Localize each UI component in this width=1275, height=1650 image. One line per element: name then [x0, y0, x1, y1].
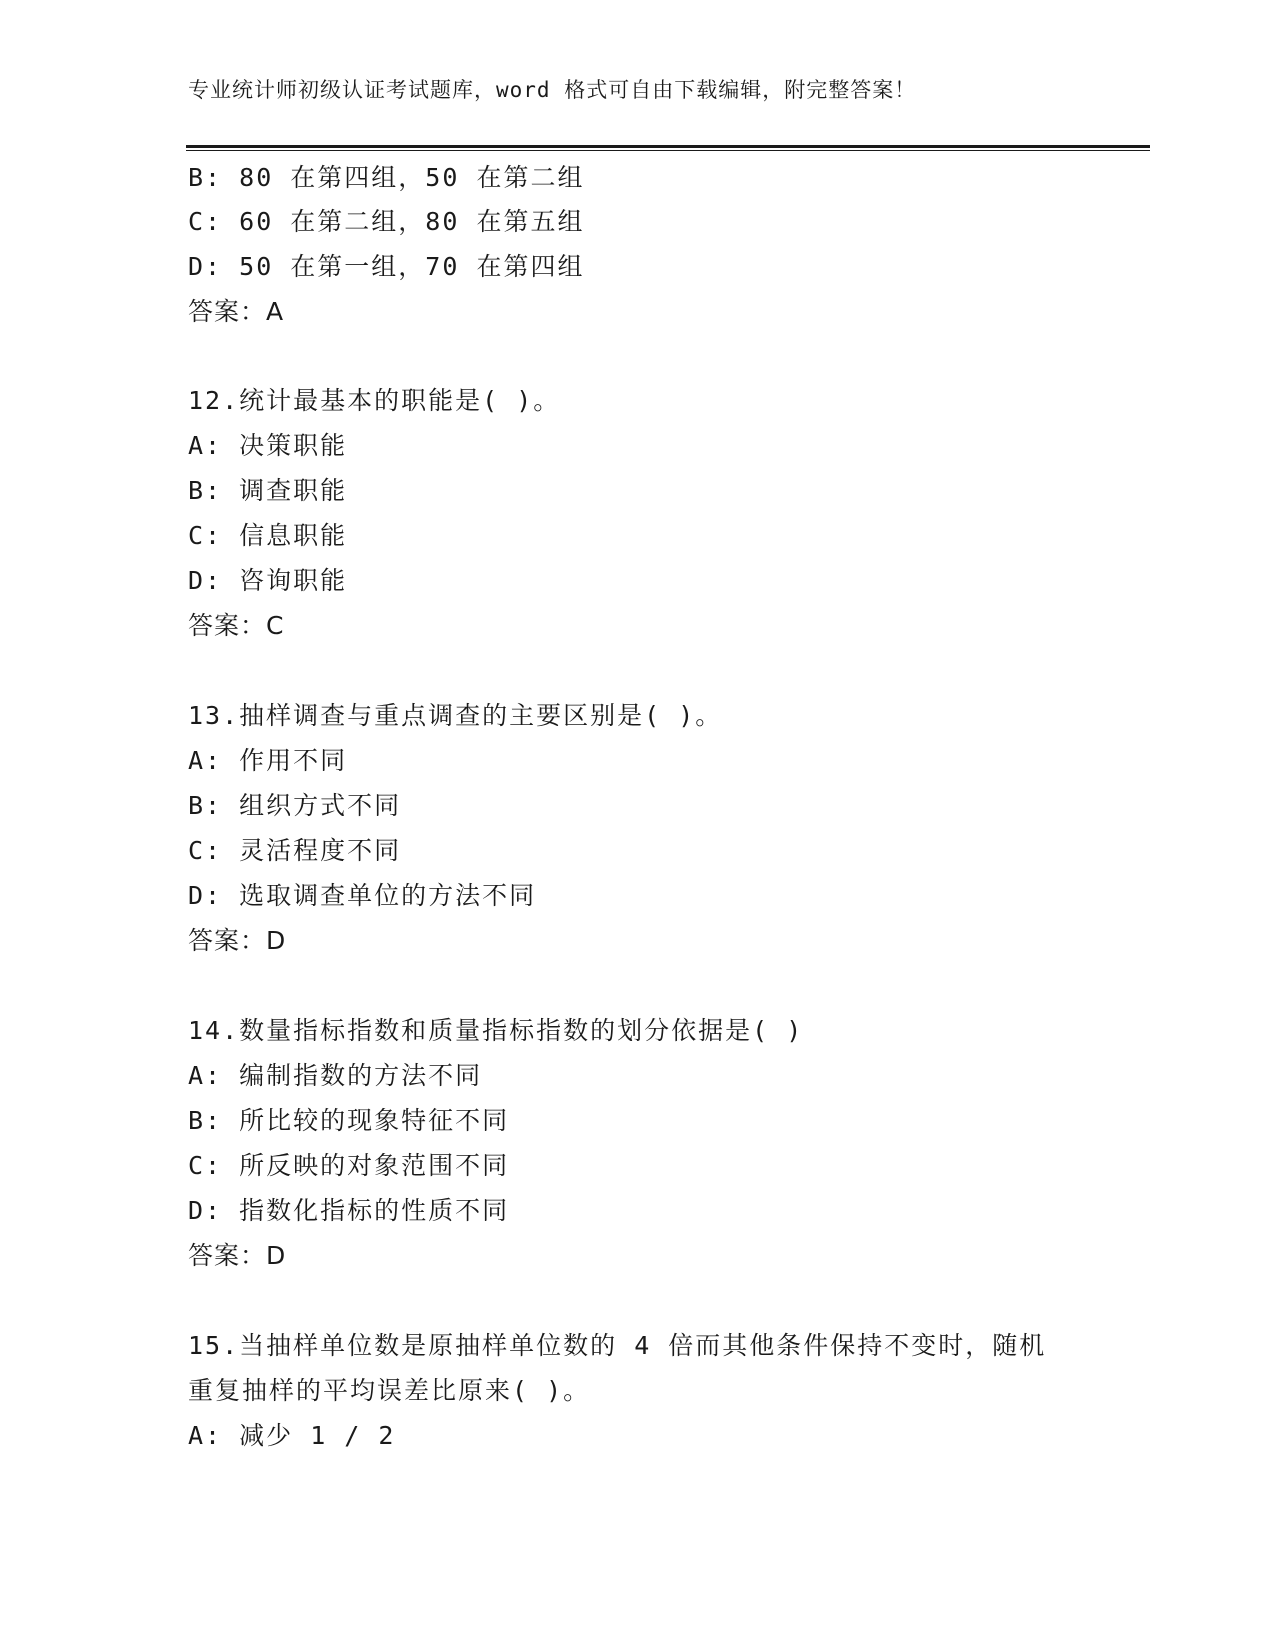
page-header: 专业统计师初级认证考试题库，word 格式可自由下载编辑，附完整答案！ [188, 78, 917, 102]
q12-option-a: A: 决策职能 [188, 431, 348, 460]
q12-option-b: B: 调查职能 [188, 476, 348, 505]
q14-option-a: A: 编制指数的方法不同 [188, 1061, 483, 1090]
header-divider-thick [186, 145, 1150, 148]
q15-option-a: A: 减少 1 / 2 [188, 1421, 396, 1450]
q13-option-b: B: 组织方式不同 [188, 791, 402, 820]
q12-stem: 12.统计最基本的职能是( )。 [188, 386, 561, 415]
q11-answer: 答案：A [188, 297, 285, 326]
q13-answer: 答案：D [188, 926, 287, 955]
q12-option-c: C: 信息职能 [188, 521, 348, 550]
q14-stem: 14.数量指标指数和质量指标指数的划分依据是( ) [188, 1016, 804, 1045]
q12-option-d: D: 咨询职能 [188, 566, 348, 595]
q11-option-d: D: 50 在第一组，70 在第四组 [188, 252, 585, 281]
header-divider-thin [186, 150, 1150, 151]
q13-option-d: D: 选取调查单位的方法不同 [188, 881, 537, 910]
q13-stem: 13.抽样调查与重点调查的主要区别是( )。 [188, 701, 723, 730]
q13-option-a: A: 作用不同 [188, 746, 348, 775]
q13-option-c: C: 灵活程度不同 [188, 836, 402, 865]
q14-option-c: C: 所反映的对象范围不同 [188, 1151, 510, 1180]
q15-stem-line-2: 重复抽样的平均误差比原来( )。 [188, 1376, 591, 1405]
q11-option-b: B: 80 在第四组，50 在第二组 [188, 163, 585, 192]
q14-option-b: B: 所比较的现象特征不同 [188, 1106, 510, 1135]
q14-option-d: D: 指数化指标的性质不同 [188, 1196, 510, 1225]
q14-answer: 答案：D [188, 1241, 287, 1270]
q11-option-c: C: 60 在第二组，80 在第五组 [188, 207, 585, 236]
q15-stem-line-1: 15.当抽样单位数是原抽样单位数的 4 倍而其他条件保持不变时，随机 [188, 1331, 1047, 1360]
q12-answer: 答案：C [188, 611, 285, 640]
